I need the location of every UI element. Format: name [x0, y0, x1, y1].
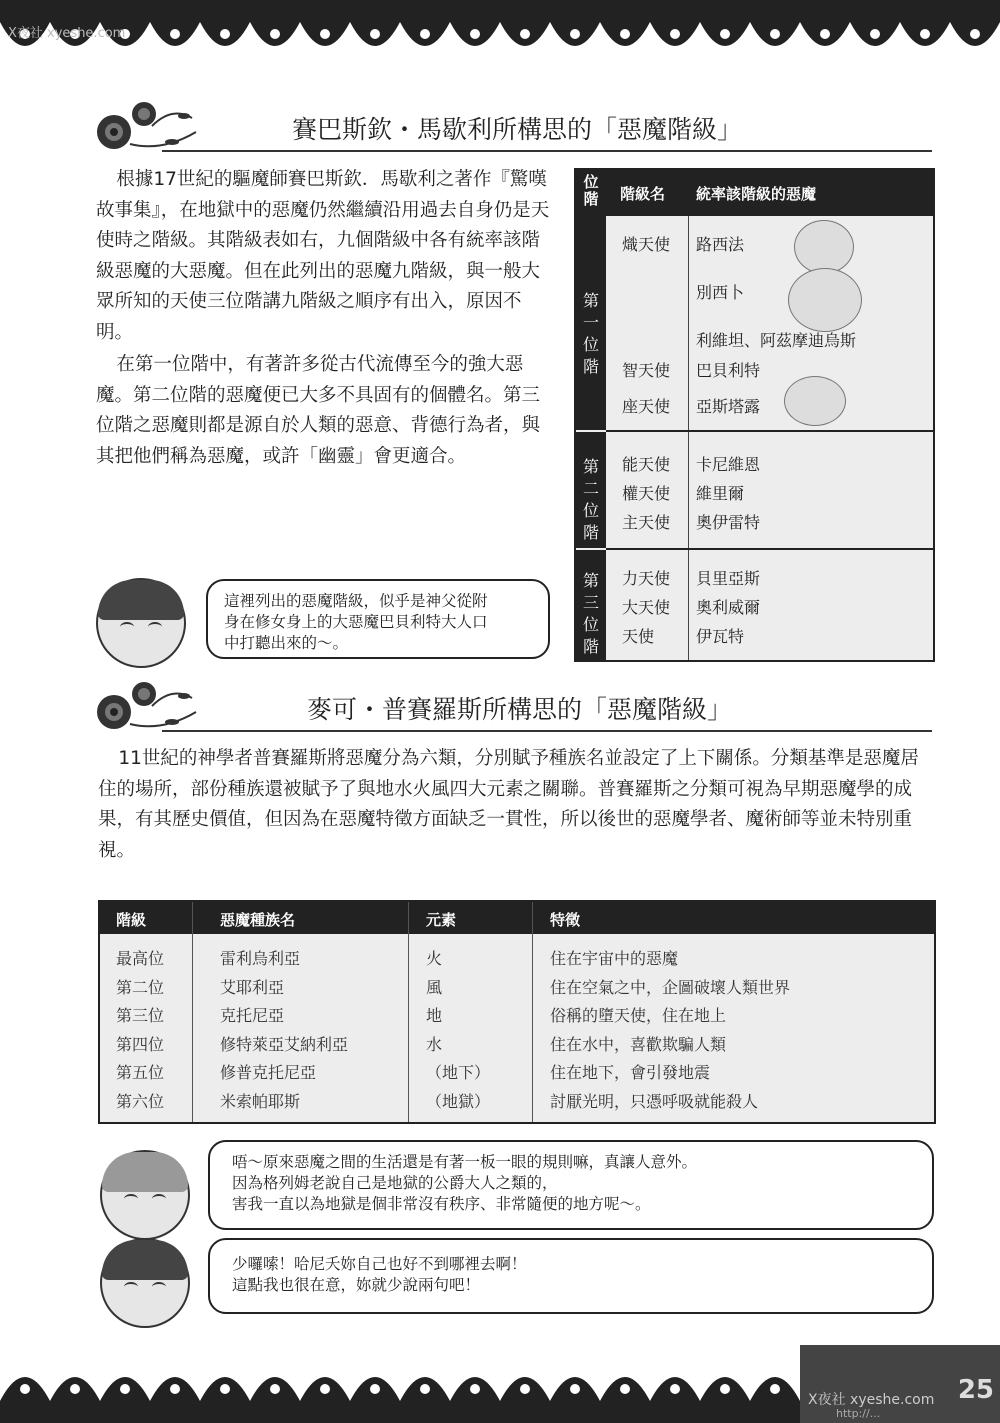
tier-separator: [606, 548, 933, 550]
rank-cell: 第三位: [116, 1006, 165, 1026]
watermark-url: http://...: [836, 1407, 881, 1420]
demon-name: 卡尼維恩: [696, 455, 761, 474]
lucifer-illustration: [794, 220, 854, 274]
bubble-line: 害我一直以為地獄是個非常沒有秩序、非常隨便的地方呢～。: [232, 1195, 651, 1213]
tier-separator: [606, 430, 933, 432]
race-name-cell: 米索帕耶斯: [220, 1092, 301, 1111]
rose-ornament-icon: [92, 96, 202, 158]
element-cell: （地下）: [426, 1063, 491, 1083]
rank-cell: 第六位: [116, 1092, 165, 1111]
race-name-cell: 雷利烏利亞: [220, 949, 301, 968]
rank-name: 天使: [622, 627, 655, 646]
section1-title: 賽巴斯欽・馬歇利所構思的「惡魔階級」: [291, 115, 742, 144]
section1-header: [92, 96, 932, 156]
character-avatar: [100, 1238, 190, 1328]
feature-cell: 住在空氣之中，企圖破壞人類世界: [550, 977, 791, 997]
rank-name: 大天使: [622, 598, 671, 617]
header-feature: 特徵: [550, 911, 581, 929]
feature-cell: 住在地下，會引發地震: [550, 1063, 711, 1083]
character-avatar: [100, 1150, 190, 1240]
section1-paragraph-1: 根據17世紀的驅魔師賽巴斯欽．馬歇利之著作『驚嘆故事集』，在地獄中的惡魔仍然繼續沿用過去自身仍是天使時之階級。其階級表如右，九個階級中各有統率該階級惡魔的大惡魔。但在此列出的惡魔九階級，與一般大眾所知的天使三位階講九階級之順序有出入，原因不明。: [96, 169, 550, 343]
demon-name: 伊瓦特: [696, 627, 745, 646]
rank-cell: 第二位: [116, 977, 165, 997]
demon-name: 巴貝利特: [696, 361, 761, 380]
speech-bubble: [208, 1140, 934, 1230]
rose-ornament-icon: [92, 676, 202, 738]
watermark-bottom: X夜社 xyeshe.com: [808, 1392, 935, 1408]
race-name-cell: 修特萊亞艾納利亞: [220, 1034, 349, 1054]
race-name-cell: 修普克托尼亞: [220, 1063, 317, 1083]
section1-rule: [162, 150, 932, 152]
feature-cell: 住在水中，喜歡欺騙人類: [550, 1034, 727, 1054]
section1-paragraph-2: 在第一位階中，有著許多從古代流傳至今的強大惡魔。第二位階的惡魔便已大多不具固有的個體名。第三位階之惡魔則都是源自於人類的惡意、背德行為者，與其把他們稱為惡魔，或許「幽靈」會更適合。: [96, 354, 541, 467]
bubble-line: 少囉嗦！哈尼夭妳自己也好不到哪裡去啊！: [232, 1255, 527, 1273]
ornamental-top-border: [0, 0, 1000, 70]
demon-name: 亞斯塔露: [696, 397, 761, 416]
demon-name: 維里爾: [696, 484, 745, 503]
demon-name: 別西卜: [696, 283, 745, 302]
race-name-cell: 艾耶利亞: [220, 977, 285, 997]
feature-cell: 俗稱的墮天使，住在地上: [550, 1006, 727, 1026]
bubble-line: 這點我也很在意，妳就少說兩句吧！: [232, 1276, 481, 1294]
demon-name: 貝里亞斯: [696, 569, 761, 588]
demon-name: 利維坦、阿茲摩迪烏斯: [696, 331, 857, 350]
rank-name: 能天使: [622, 455, 671, 474]
race-table-header: [100, 902, 934, 934]
bubble-line: 這裡列出的惡魔階級，似乎是神父從附: [224, 592, 488, 610]
rank-table-divider: [688, 216, 689, 660]
section2-body: [98, 744, 934, 868]
rank-cell: 第五位: [116, 1063, 165, 1083]
demon-name: 奧伊雷特: [696, 513, 761, 532]
beelzebub-illustration: [788, 268, 862, 332]
element-cell: 水: [426, 1034, 443, 1054]
demon-name: 路西法: [696, 235, 745, 254]
header-element: 元素: [426, 911, 457, 929]
bubble-line: 中打聽出來的～。: [224, 634, 349, 652]
rank-name: 智天使: [622, 361, 671, 380]
feature-cell: 住在宇宙中的惡魔: [550, 949, 679, 968]
feature-cell: 討厭光明，只憑呼吸就能殺人: [550, 1092, 759, 1111]
header-race-name: 惡魔種族名: [220, 911, 296, 929]
demon-race-table: [98, 900, 936, 1124]
rank-name: 主天使: [622, 513, 671, 532]
element-cell: 火: [426, 949, 443, 968]
bubble-line: 身在修女身上的大惡魔巴貝利特大人口: [224, 613, 488, 631]
section2-title: 麥可・普賽羅斯所構思的「惡魔階級」: [306, 695, 732, 724]
rank-name: 力天使: [622, 569, 671, 588]
element-cell: 風: [426, 977, 443, 997]
rank-cell: 第四位: [116, 1034, 165, 1054]
bubble-line: 因為格列姆老說自己是地獄的公爵大人之類的，: [232, 1174, 558, 1192]
section2-paragraph: 11世紀的神學者普賽羅斯將惡魔分為六類，分別賦予種族名並設定了上下關係。分類基準是惡魔居住的場所，部份種族還被賦予了與地水火風四大元素之關聯。普賽羅斯之分類可視為早期惡魔學的成果，有其歷史價值，但因為在惡魔特徵方面缺乏一貫性，所以後世的惡魔學者、魔術師等並未特別重視。: [98, 748, 919, 861]
character-avatar: [96, 578, 186, 668]
astaroth-illustration: [784, 376, 846, 426]
rank-name: 權天使: [622, 484, 671, 503]
header-rank: 階級: [116, 911, 147, 929]
rank-name: 座天使: [622, 397, 671, 416]
element-cell: （地獄）: [426, 1092, 491, 1111]
tier-label-3: 第三位階: [576, 550, 606, 660]
element-cell: 地: [426, 1006, 443, 1026]
page-number: 25: [957, 1375, 994, 1405]
watermark-top: X夜社 xyeshe.com: [8, 26, 126, 41]
demon-name: 奧利威爾: [696, 598, 761, 617]
header-leading-demon: 統率該階級的惡魔: [696, 185, 817, 203]
rank-cell: 最高位: [116, 949, 165, 968]
rank-name: 熾天使: [622, 235, 671, 254]
tier-label-1: 第一位階: [576, 216, 606, 430]
section2-rule: [162, 730, 932, 732]
header-tier: 位階: [583, 173, 599, 208]
header-rank-name: 階級名: [620, 185, 666, 203]
speech-bubble: [206, 579, 550, 659]
bubble-line: 唔～原來惡魔之間的生活還是有著一板一眼的規則嘛，真讓人意外。: [232, 1153, 698, 1171]
page-number-box: [800, 1345, 1000, 1423]
race-name-cell: 克托尼亞: [220, 1006, 285, 1026]
tier-label-2: 第二位階: [576, 432, 606, 548]
demon-rank-table: [574, 168, 935, 662]
rank-table-header: [576, 170, 933, 216]
section1-body: [96, 165, 552, 474]
section2-header: [92, 676, 932, 736]
speech-bubble: [208, 1238, 934, 1314]
